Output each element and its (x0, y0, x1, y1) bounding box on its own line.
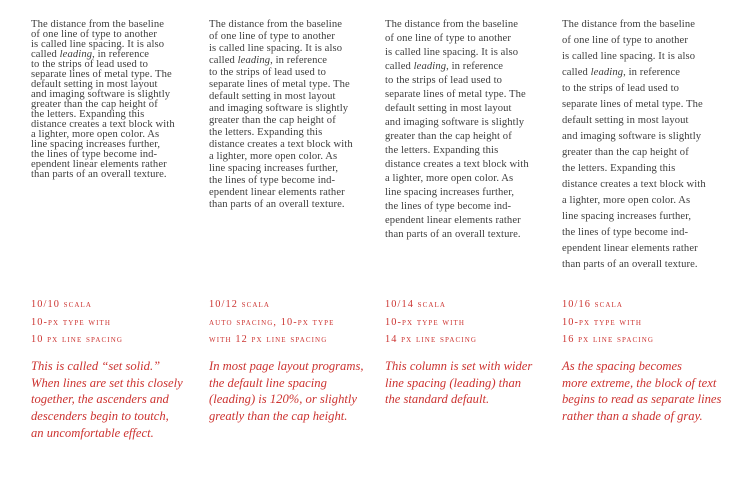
paragraph-text: The distance from the baseline of one line of type to another is called line spacing. It is also called leading, in reference to the strips of lead used to separate lines of metal type. The default setting in most layout and imaging software is slightly greater than the cap height of the letters. Expanding this distance creates a text block with a lighter, more open color. As line spacing increases further, the lines of type become ind- ependent linear elements rather than parts of an overall texture. (562, 19, 706, 271)
commentary-text: This column is set with wider line spacing (leading) than the standard default. (385, 359, 533, 407)
commentary-text: In most page layout programs, the default line spacing (leading) is 120%, or slightly greatly than the cap height. (209, 359, 364, 424)
paragraph-text: The distance from the baseline of one line of type to another is called line spacing. It is also called leading, in reference to the strips of lead used to separate lines of metal type. The default setting in most layout and imaging software is slightly greater than the cap height of the letters. Expanding this distance creates a text block with a lighter, more open color. As line spacing increases further, the lines of type become ind- ependent linear elements rather than parts of an overall texture. (209, 19, 353, 211)
spec-label: 10/16 scala 10-px type with 16 px line spacing (562, 299, 655, 346)
spec-label: 10/12 scala auto spacing, 10-px type with 12 px line spacing (209, 299, 335, 346)
column-10-12 (209, 0, 387, 498)
column-10-14 (385, 0, 563, 498)
column-10-16 (562, 0, 740, 498)
paragraph-text: The distance from the baseline of one line of type to another is called line spacing. It is also called leading, in reference to the strips of lead used to separate lines of metal type. The default setting in most layout and imaging software is slightly greater than the cap height of the letters. Expanding this distance creates a text block with a lighter, more open color. As line spacing increases further, the lines of type become ind- ependent linear elements rather than parts of an overall texture. (385, 19, 529, 241)
spec-label: 10/14 scala 10-px type with 14 px line spacing (385, 299, 478, 346)
commentary-text: As the spacing becomes more extreme, the block of text begins to read as separate lines rather than a shade of gray. (562, 359, 722, 424)
spec-label: 10/10 scala 10-px type with 10 px line spacing (31, 299, 124, 346)
commentary-text: This is called “set solid.” When lines are set this closely together, the ascenders and descenders begin to toutch, an uncomfortable effect. (31, 359, 183, 440)
column-10-10 (31, 0, 209, 498)
paragraph-text: The distance from the baseline of one line of type to another is called line spacing. It is also called leading, in reference to the strips of lead used to separate lines of metal type. The default setting in most layout and imaging software is slightly greater than the cap height of the letters. Expanding this distance creates a text block with a lighter, more open color. As line spacing increases further, the lines of type become ind- ependent linear elements rather than parts of an overall texture. (31, 19, 175, 181)
